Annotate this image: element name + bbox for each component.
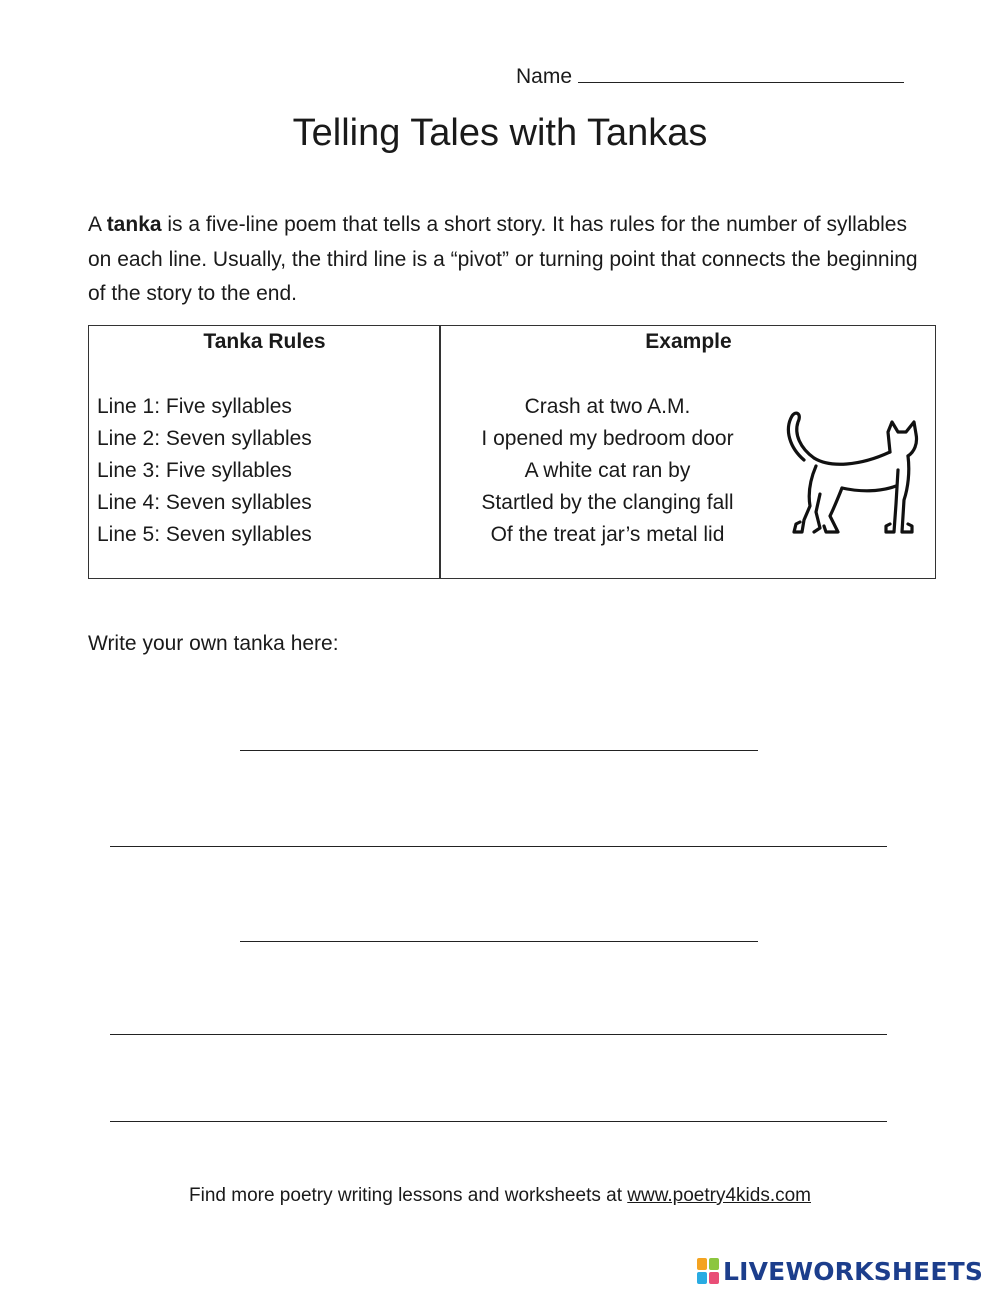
intro-keyword: tanka [106,213,162,236]
name-blank[interactable] [578,62,904,83]
logo-blocks-icon [697,1258,719,1284]
tanka-line-5-input[interactable] [110,1121,887,1122]
rules-list [97,391,312,551]
footer-link[interactable]: www.poetry4kids.com [627,1185,811,1206]
tanka-line-3-input[interactable] [240,941,758,942]
writing-prompt: Write your own tanka here: [88,632,339,655]
intro-prefix: A [88,213,107,236]
rules-header: Tanka Rules [203,330,326,353]
liveworksheets-logo [697,1256,983,1286]
table-divider [439,325,441,579]
logo-block [709,1272,719,1284]
poem-line: Of the treat jar’s metal lid [490,523,725,546]
example-header: Example [645,330,732,353]
rule-item: Line 3: Five syllables [97,459,292,482]
tanka-line-1-input[interactable] [240,750,758,751]
logo-block [697,1272,707,1284]
poem-line: Startled by the clanging fall [481,491,734,514]
footer-note [0,1185,1000,1207]
name-field [516,62,904,89]
logo-text: LIVEWORKSHEETS [723,1256,984,1286]
page-title: Telling Tales with Tankas [292,112,708,154]
example-poem [450,391,765,551]
logo-block [697,1258,707,1270]
name-label: Name [516,65,573,88]
poem-line: I opened my bedroom door [481,427,734,450]
footer-text: Find more poetry writing lessons and worksheets at [189,1185,628,1206]
poem-line: Crash at two A.M. [524,395,691,418]
rule-item: Line 2: Seven syllables [97,427,312,450]
cat-icon [780,408,930,543]
rule-item: Line 1: Five syllables [97,395,292,418]
poem-line: A white cat ran by [524,459,691,482]
rule-item: Line 4: Seven syllables [97,491,312,514]
tanka-line-4-input[interactable] [110,1034,887,1035]
tanka-line-2-input[interactable] [110,846,887,847]
intro-paragraph [88,208,918,312]
logo-block [709,1258,719,1270]
rule-item: Line 5: Seven syllables [97,523,312,546]
intro-text: is a five-line poem that tells a short story. It has rules for the number of syllables on each line. Usually, the third line is a “pivot” or turning point that connects the beginning of the story to the end. [88,213,918,305]
